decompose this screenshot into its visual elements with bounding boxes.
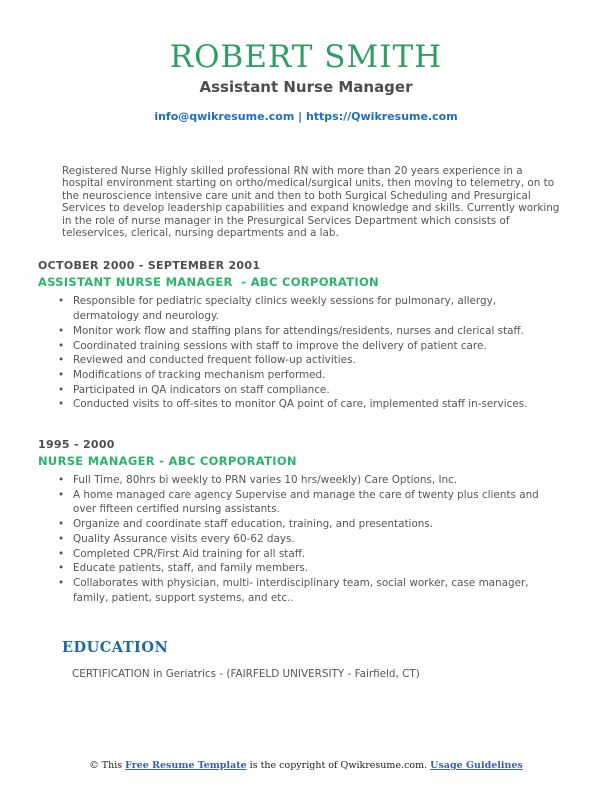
bullet-item: • Modifications of tracking mechanism performed. xyxy=(73,368,563,383)
free-resume-template-link[interactable]: Free Resume Template xyxy=(125,760,247,771)
bullet-item: • Quality Assurance visits every 60-62 days. xyxy=(73,532,563,547)
experience-1-dates: OCTOBER 2000 - SEPTEMBER 2001 xyxy=(38,259,261,273)
bullet-item: • Organize and coordinate staff education, training, and presentations. xyxy=(73,517,563,532)
experience-1-bullet-list xyxy=(38,294,563,412)
bullet-item: • Reviewed and conducted frequent follow-up activities. xyxy=(73,353,563,368)
experience-section-2 xyxy=(38,438,572,605)
bullet-item: • Coordinated training sessions with staff to improve the delivery of patient care. xyxy=(73,339,563,354)
candidate-title: Assistant Nurse Manager xyxy=(199,78,413,96)
footer-prefix-text: © This xyxy=(89,760,126,771)
usage-guidelines-link[interactable]: Usage Guidelines xyxy=(430,760,523,771)
bullet-item: • Participated in QA indicators on staff compliance. xyxy=(73,383,563,398)
bullet-item: • Completed CPR/First Aid training for all staff. xyxy=(73,547,563,562)
education-item: CERTIFICATION in Geriatrics - (FAIRFELD UNIVERSITY - Fairfield, CT) xyxy=(72,668,420,681)
experience-1-title: ASSISTANT NURSE MANAGER - ABC CORPORATION xyxy=(38,275,379,290)
bullet-item: • Monitor work flow and staffing plans for attendings/residents, nurses and clerical staff. xyxy=(73,324,563,339)
bullet-item: • Full Time, 80hrs bi weekly to PRN varies 10 hrs/weekly) Care Options, Inc. xyxy=(73,473,563,488)
experience-2-bullet-list xyxy=(38,473,563,605)
experience-2-dates: 1995 - 2000 xyxy=(38,438,115,452)
bullet-item: • Educate patients, staff, and family members. xyxy=(73,561,563,576)
contact-line: info@qwikresume.com | https://Qwikresume.com xyxy=(154,110,458,123)
bullet-item: • Collaborates with physician, multi- interdisciplinary team, social worker, case manager, family, patient, support systems, and etc.. xyxy=(73,576,563,605)
resume-header xyxy=(0,0,612,123)
summary-paragraph: Registered Nurse Highly skilled professional RN with more than 20 years experience in a hospital environment starting on ortho/medical/surgical units, then moving to telemetry, on to the neuroscience intensive care unit and then to both Surgical Scheduling and Presurgical Services to develop leadership capabilities and expand knowledge and skills. Currently working in the role of nurse manager in the Presurgical Services Department which consists of teleservices, clerical, nursing departments and a lab. xyxy=(62,165,560,240)
education-section xyxy=(62,639,572,681)
bullet-item: • Responsible for pediatric specialty clinics weekly sessions for pulmonary, allergy, dermatology and neurology. xyxy=(73,294,563,323)
bullet-item: • A home managed care agency Supervise and manage the care of twenty plus clients and over fifteen certified nursing assistants. xyxy=(73,488,563,517)
bullet-item: • Conducted visits to off-sites to monitor QA point of care, implemented staff in-services. xyxy=(73,397,563,412)
education-heading: EDUCATION xyxy=(62,639,169,657)
footer-copyright xyxy=(0,760,612,772)
experience-2-title: NURSE MANAGER - ABC CORPORATION xyxy=(38,454,297,469)
footer-middle-text: is the copyright of Qwikresume.com. xyxy=(246,760,431,771)
candidate-name: ROBERT SMITH xyxy=(169,39,443,75)
experience-section-1 xyxy=(38,259,572,412)
